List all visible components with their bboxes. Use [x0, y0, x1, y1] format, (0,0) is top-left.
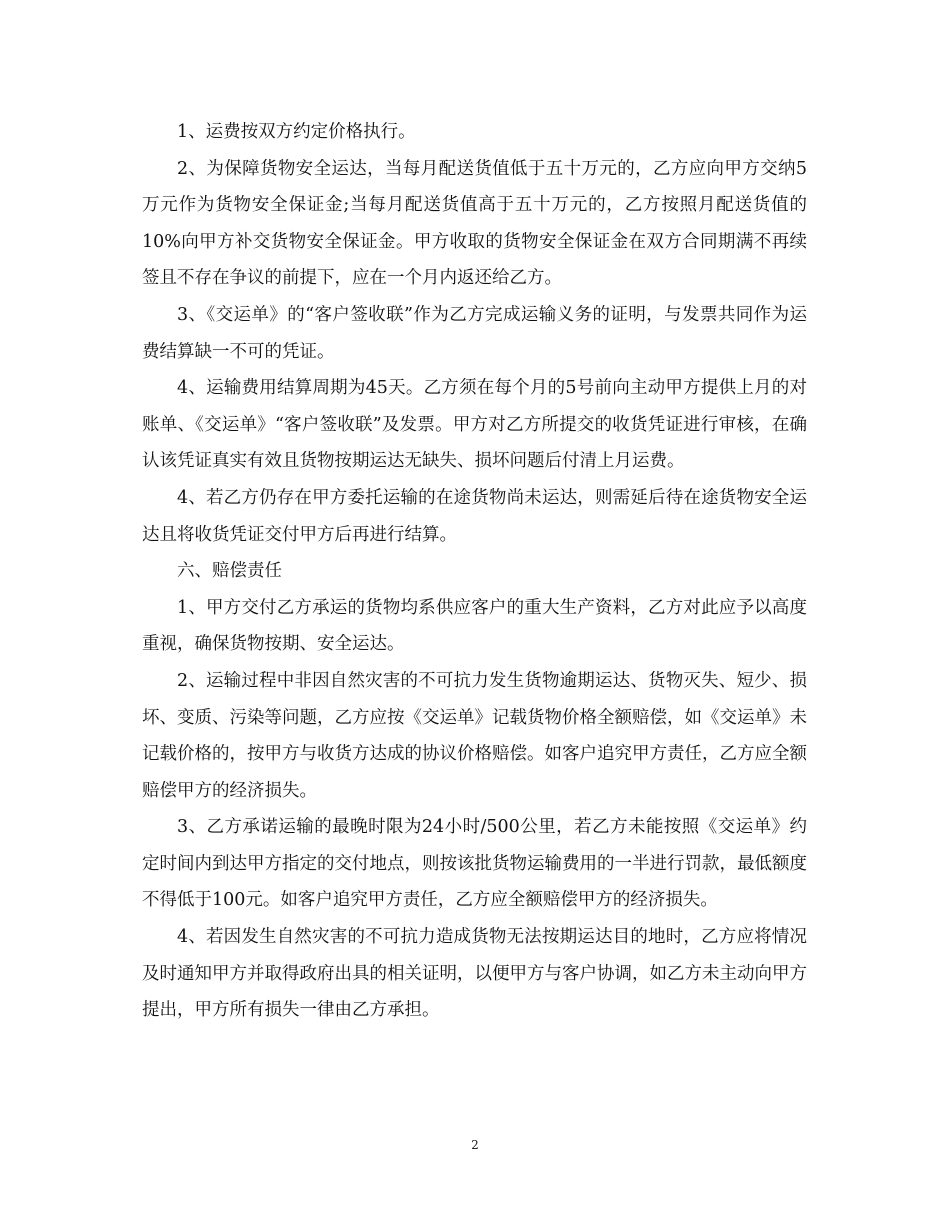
document-body: [142, 114, 807, 1029]
paragraph-force-majeure: 4、若因发生自然灾害的不可抗力造成货物无法按期运达目的地时，乙方应将情况及时通知甲方并取得政府出具的相关证明，以便甲方与客户协调，如乙方未主动向甲方提出，甲方所有损失一律由乙方承担。: [142, 927, 807, 1021]
paragraph-delivery-receipt: 3、《交运单》的“客户签收联”作为乙方完成运输义务的证明，与发票共同作为运费结算缺一不可的凭证。: [142, 304, 807, 362]
paragraph-in-transit-goods: 4、若乙方仍存在甲方委托运输的在途货物尚未运达，则需延后待在途货物安全运达且将收货凭证交付甲方后再进行结算。: [142, 487, 807, 545]
paragraph-security-deposit: 2、为保障货物安全运达，当每月配送货值低于五十万元的，乙方应向甲方交纳5万元作为货物安全保证金;当每月配送货值高于五十万元的，乙方按照月配送货值的10%向甲方补交货物安全保证金。甲方收取的货物安全保证金在双方合同期满不再续签且不存在争议的前提下，应在一个月内返还给乙方。: [142, 158, 807, 289]
page-number: 2: [471, 1138, 479, 1152]
section-heading-compensation: 六、赔偿责任: [177, 561, 282, 582]
paragraph-time-limit-penalty: 3、乙方承诺运输的最晚时限为24小时/500公里，若乙方未能按照《交运单》约定时间内到达甲方指定的交付地点，则按该批货物运输费用的一半进行罚款，最低额度不得低于100元。如客户追究甲方责任，乙方应全额赔偿甲方的经济损失。: [142, 817, 807, 911]
paragraph-goods-importance: 1、甲方交付乙方承运的货物均系供应客户的重大生产资料，乙方对此应予以高度重视，确保货物按期、安全运达。: [142, 597, 807, 655]
paragraph-transport-damage: 2、运输过程中非因自然灾害的不可抗力发生货物逾期运达、货物灭失、短少、损坏、变质、污染等问题，乙方应按《交运单》记载货物价格全额赔偿，如《交运单》未记载价格的，按甲方与收货方达成的协议价格赔偿。如客户追究甲方责任，乙方应全额赔偿甲方的经济损失。: [142, 670, 807, 801]
paragraph-freight-price: 1、运费按双方约定价格执行。: [177, 122, 416, 142]
paragraph-settlement-cycle: 4、运输费用结算周期为45天。乙方须在每个月的5号前向主动甲方提供上月的对账单、《交运单》“客户签收联”及发票。甲方对乙方所提交的收货凭证进行审核，在确认该凭证真实有效且货物按期运达无缺失、损坏问题后付清上月运费。: [142, 378, 807, 472]
